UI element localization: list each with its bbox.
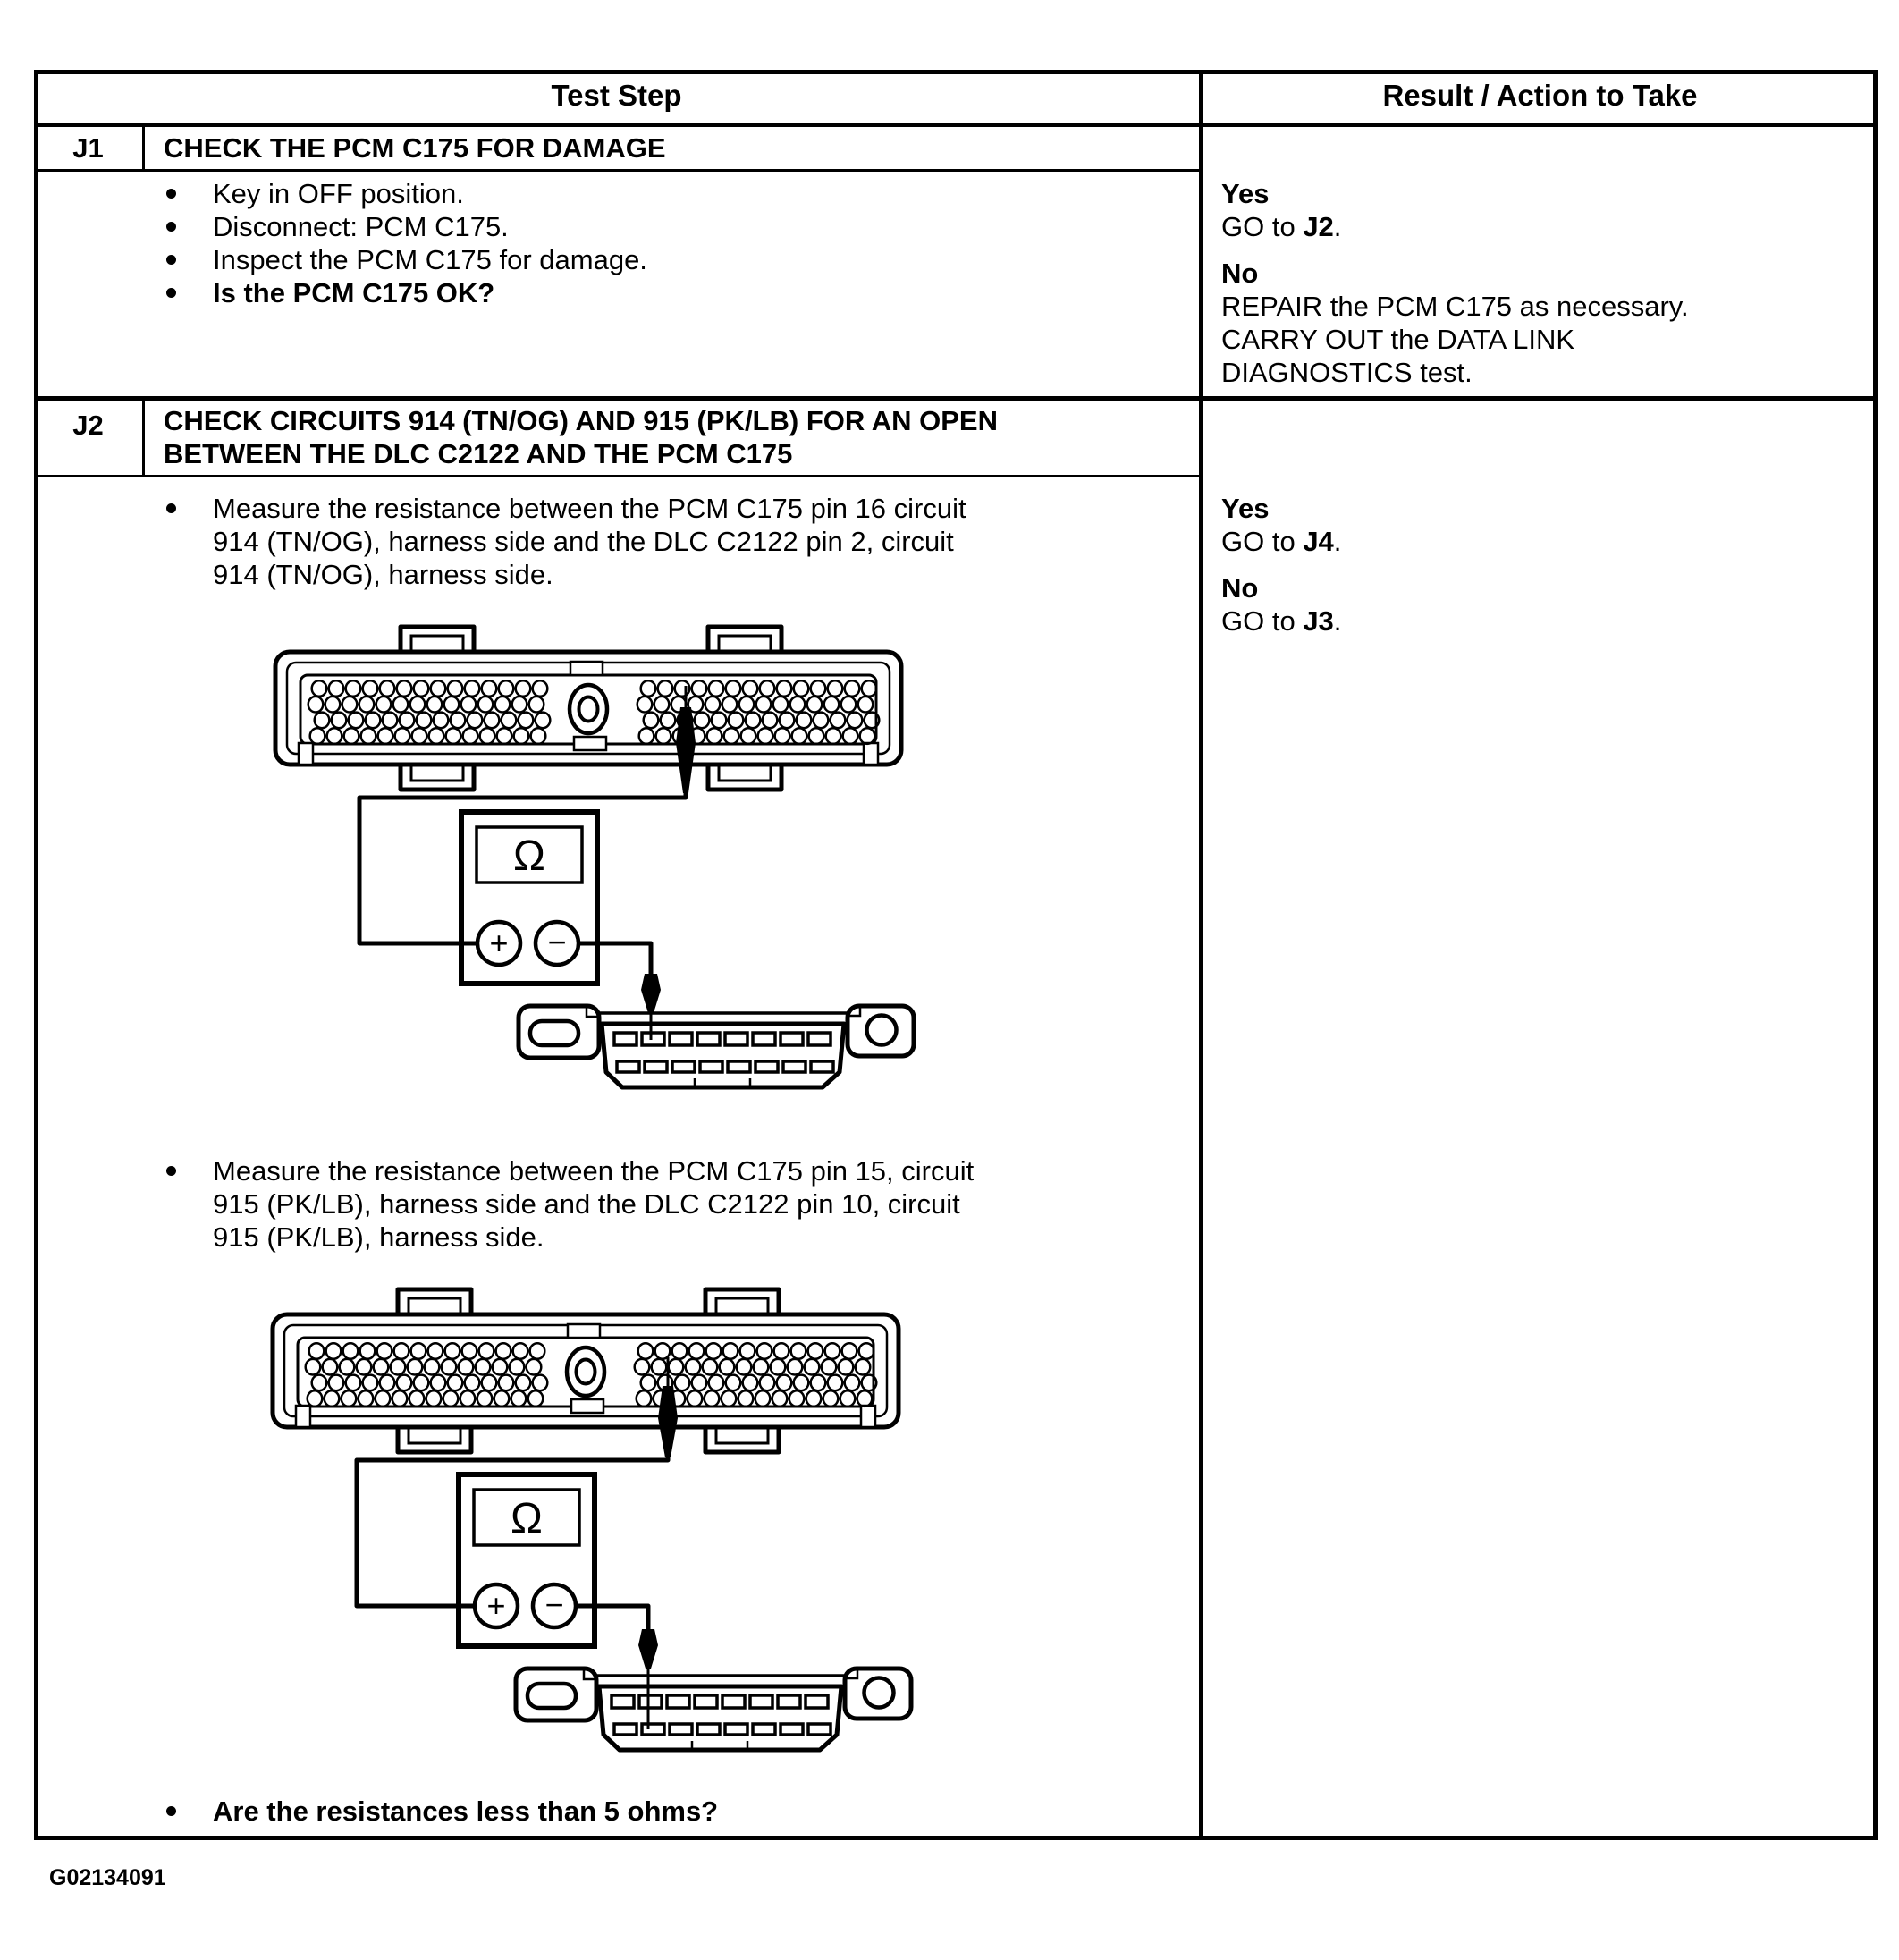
probe-dlc-pin10-icon (638, 1629, 658, 1669)
j1-bullet-1: Key in OFF position. (213, 178, 464, 209)
j2-yes-label: Yes (1221, 493, 1270, 524)
j2-measure2-line-2: 915 (PK/LB), harness side and the DLC C2122 pin 10, circuit (213, 1188, 960, 1220)
j1-yes-action-suffix: . (1333, 211, 1342, 242)
j1-yes-action (1221, 210, 1341, 243)
step-id-j2: J2 (72, 410, 104, 441)
j1-bullet-2: Disconnect: PCM C175. (213, 211, 509, 242)
dlc-connector (516, 1669, 911, 1750)
j2-measure1-line-2: 914 (TN/OG), harness side and the DLC C2122 pin 2, circuit (213, 526, 954, 557)
minus-sign: − (544, 1586, 564, 1623)
j2-title-line-2: BETWEEN THE DLC C2122 AND THE PCM C175 (164, 438, 793, 469)
j2-measure1-line-3: 914 (TN/OG), harness side. (213, 559, 553, 590)
j1-no-label: No (1221, 258, 1259, 289)
ohm-display: Ω (511, 1495, 543, 1542)
probe-pcm-pin16-icon (676, 707, 696, 793)
ohmmeter (461, 812, 597, 984)
j2-title-underline (34, 475, 1199, 477)
j2-no-action-suffix: . (1333, 605, 1342, 637)
header-underline (34, 123, 1878, 127)
j1-no-action-line-2: CARRY OUT the DATA LINK (1221, 324, 1575, 355)
bullet-icon (166, 222, 176, 232)
bullet-icon (166, 1806, 176, 1816)
bullet-icon (166, 255, 176, 265)
j2-label-divider (142, 401, 145, 475)
column-divider (1199, 70, 1203, 1840)
j1-bullet-question: Is the PCM C175 OK? (213, 277, 495, 308)
plus-sign: + (489, 925, 509, 961)
j2-title-line-1: CHECK CIRCUITS 914 (TN/OG) AND 915 (PK/LB) FOR AN OPEN (164, 405, 998, 436)
plus-sign: + (486, 1587, 506, 1624)
j1-title: CHECK THE PCM C175 FOR DAMAGE (164, 132, 666, 164)
probe-dlc-pin2-icon (641, 974, 661, 1013)
j2-yes-action (1221, 525, 1341, 558)
table-border-bottom (34, 1836, 1878, 1840)
table-border-left (34, 70, 38, 1840)
column-header-result: Result / Action to Take (1382, 79, 1698, 112)
minus-sign: − (547, 924, 567, 960)
j2-yes-action-suffix: . (1333, 526, 1342, 557)
measurement-diagram-1 (259, 620, 921, 1120)
j1-bullet-3: Inspect the PCM C175 for damage. (213, 244, 647, 275)
j2-measure2-line-1: Measure the resistance between the PCM C175 pin 15, circuit (213, 1155, 975, 1187)
ohmmeter (459, 1474, 595, 1646)
j2-no-action-prefix: GO to (1221, 605, 1304, 637)
j2-no-target: J3 (1303, 605, 1334, 637)
table-border-right (1873, 70, 1878, 1840)
bullet-icon (166, 288, 176, 298)
j2-no-action (1221, 604, 1341, 638)
bullet-icon (166, 189, 176, 199)
j1-no-action-line-3: DIAGNOSTICS test. (1221, 357, 1473, 388)
j2-no-label: No (1221, 572, 1259, 604)
dlc-connector (519, 1006, 914, 1087)
pcm-connector (275, 627, 901, 790)
j2-final-question: Are the resistances less than 5 ohms? (213, 1795, 719, 1827)
j1-yes-action-prefix: GO to (1221, 211, 1304, 242)
bullet-icon (166, 503, 176, 513)
column-header-test-step: Test Step (551, 79, 682, 112)
figure-id: G02134091 (49, 1865, 166, 1890)
table-border-top (34, 70, 1878, 74)
j1-yes-label: Yes (1221, 178, 1270, 209)
j1-body-underline (34, 396, 1878, 401)
j1-label-divider (142, 127, 145, 169)
j2-yes-action-prefix: GO to (1221, 526, 1304, 557)
step-id-j1: J1 (72, 132, 104, 164)
j1-no-action-line-1: REPAIR the PCM C175 as necessary. (1221, 291, 1689, 322)
j2-yes-target: J4 (1303, 526, 1334, 557)
ohm-display: Ω (513, 832, 545, 880)
j1-title-underline (34, 169, 1199, 172)
bullet-icon (166, 1166, 176, 1176)
pcm-connector (273, 1289, 899, 1452)
measurement-diagram-2 (257, 1282, 918, 1783)
j1-yes-target: J2 (1303, 211, 1334, 242)
j2-measure1-line-1: Measure the resistance between the PCM C175 pin 16 circuit (213, 493, 966, 524)
j2-measure2-line-3: 915 (PK/LB), harness side. (213, 1221, 544, 1253)
